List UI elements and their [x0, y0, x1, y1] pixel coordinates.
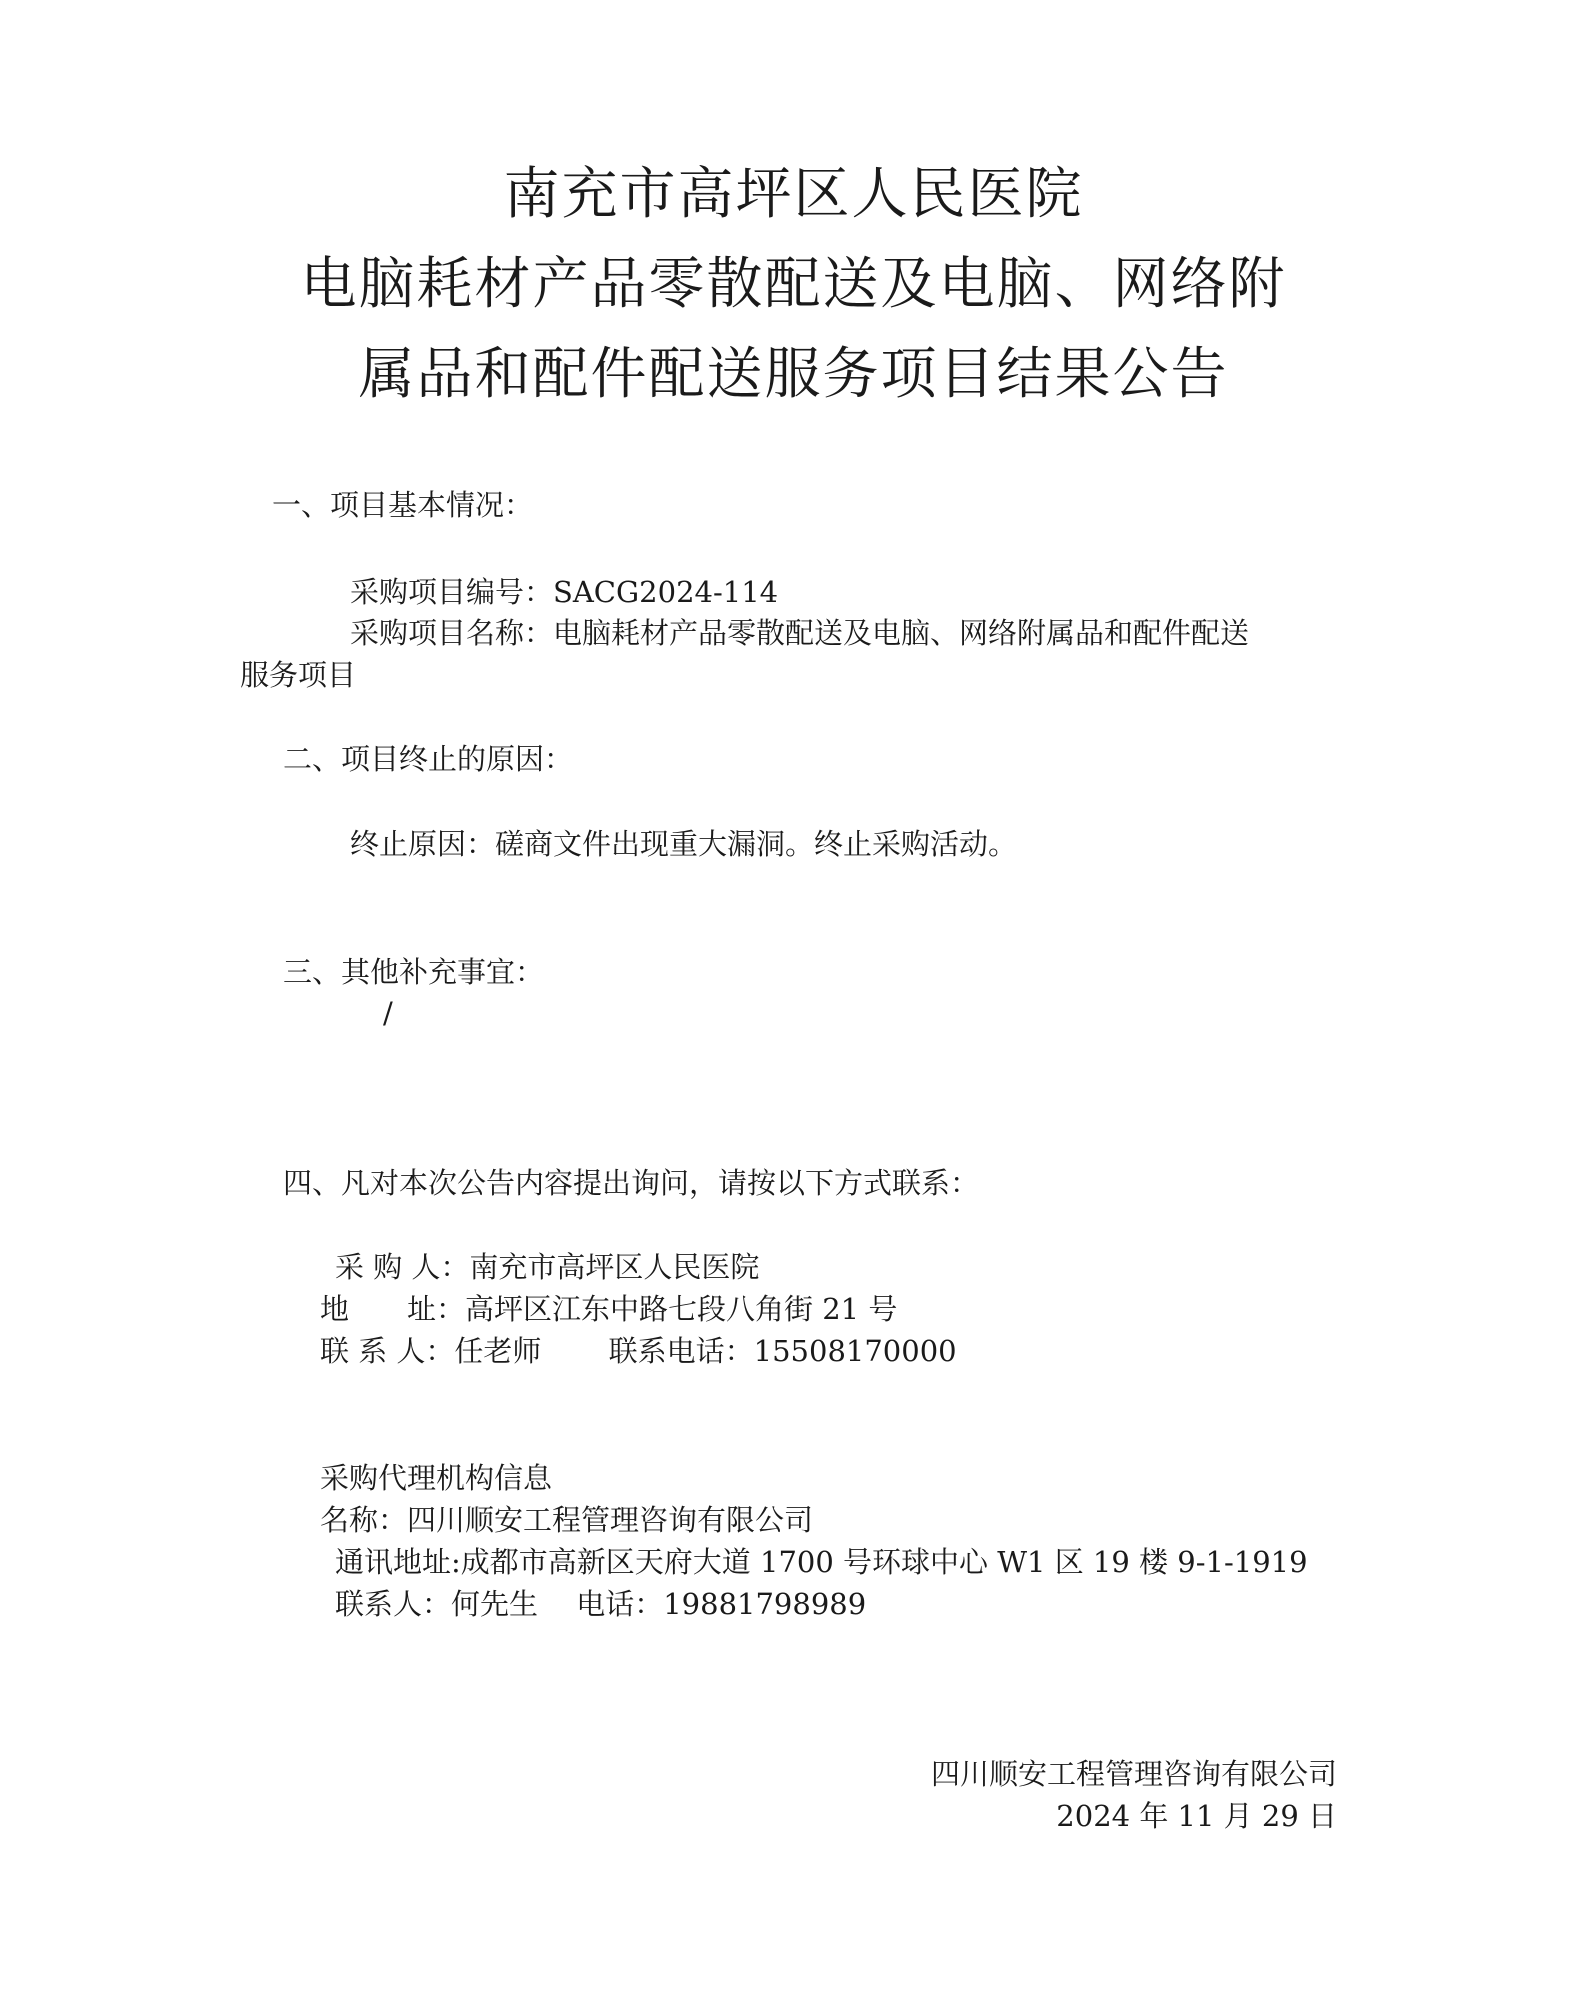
title-line-2: 电脑耗材产品零散配送及电脑、网络附 — [300, 252, 1287, 317]
section-3-content: / — [383, 996, 393, 1030]
section-3-heading: 三、其他补充事宜： — [283, 955, 545, 989]
title-line-1: 南充市高坪区人民医院 — [503, 162, 1084, 227]
section-2-heading: 二、项目终止的原因： — [283, 742, 574, 776]
purchaser-address-line: 地 址：高坪区江东中路七段八角街 21 号 — [320, 1292, 898, 1326]
document-title — [0, 150, 1587, 420]
section-4-heading: 四、凡对本次公告内容提出询问，请按以下方式联系： — [283, 1166, 980, 1200]
termination-reason: 终止原因：磋商文件出现重大漏洞。终止采购活动。 — [350, 827, 1018, 861]
agency-name: 名称：四川顺安工程管理咨询有限公司 — [320, 1503, 814, 1537]
agency-heading: 采购代理机构信息 — [320, 1461, 553, 1495]
project-name-line-1: 采购项目名称：电脑耗材产品零散配送及电脑、网络附属品和配件配送 — [350, 616, 1250, 650]
purchaser-contact-line: 联 系 人：任老师 联系电话：15508170000 — [320, 1334, 957, 1368]
title-line-3: 属品和配件配送服务项目结果公告 — [358, 342, 1229, 407]
footer-date: 2024 年 11 月 29 日 — [1056, 1799, 1337, 1833]
footer-company: 四川顺安工程管理咨询有限公司 — [930, 1757, 1337, 1791]
project-number: 采购项目编号：SACG2024-114 — [350, 575, 779, 609]
project-name-line-2: 服务项目 — [240, 658, 357, 692]
purchaser-line: 采 购 人：南充市高坪区人民医院 — [335, 1250, 760, 1284]
agency-contact: 联系人：何先生 电话：19881798989 — [335, 1587, 867, 1621]
section-1-heading: 一、项目基本情况： — [272, 488, 534, 522]
agency-address: 通讯地址:成都市高新区天府大道 1700 号环球中心 W1 区 19 楼 9-1-1919 — [335, 1545, 1308, 1579]
